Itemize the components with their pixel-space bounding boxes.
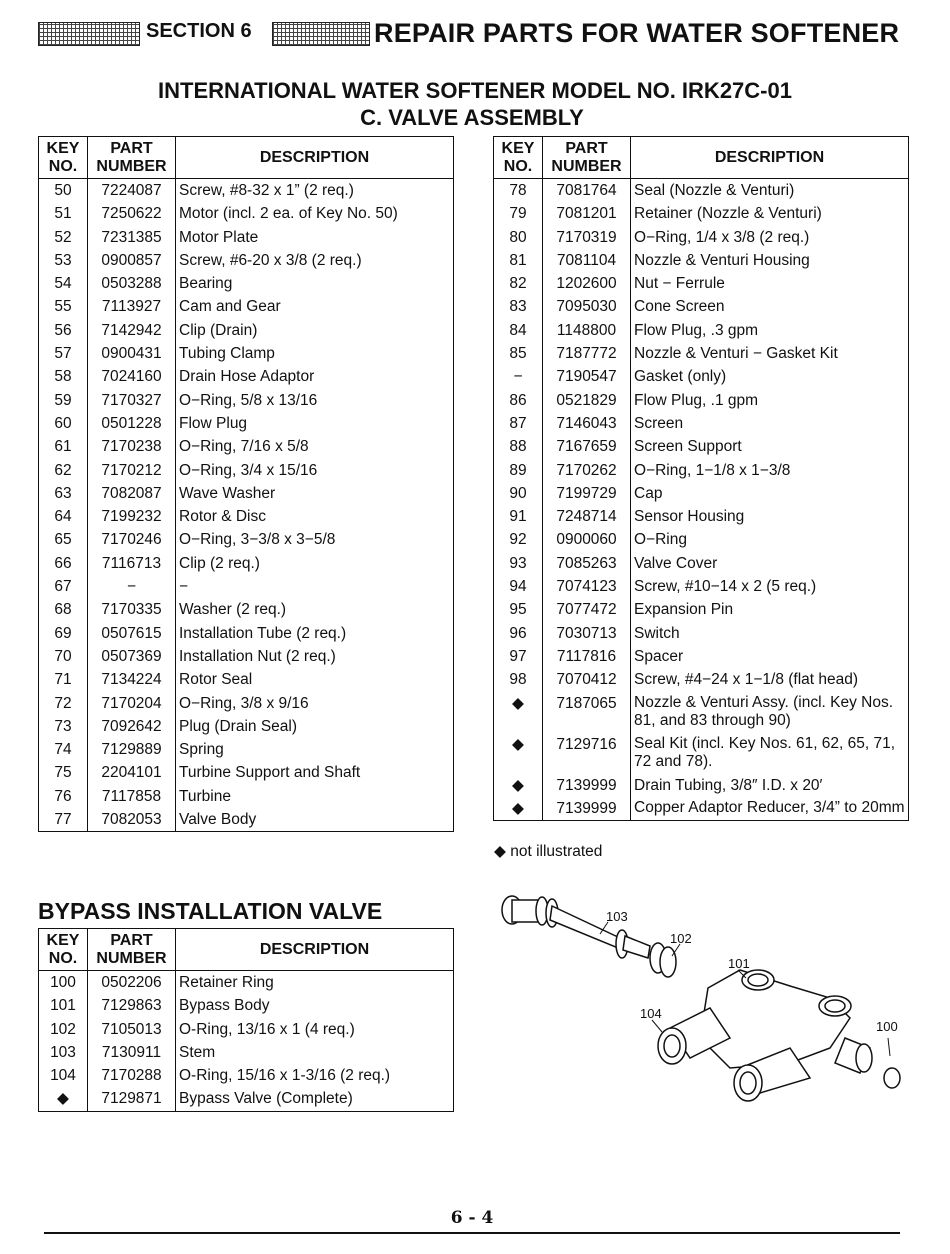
description-cell: Flow Plug, .3 gpm [631,319,909,342]
table-row [39,785,454,808]
description-cell: O-Ring, 13/16 x 1 (4 req.) [176,1018,454,1041]
key-no-cell: ◆ [494,797,543,821]
bypass-parts-table [38,928,454,1112]
key-no-cell: 92 [494,528,543,551]
key-no-cell: 104 [39,1064,88,1087]
part-number-cell: 7134224 [88,668,176,691]
key-no-header: KEY NO. [39,929,88,971]
table-row [494,692,909,733]
part-number-header: PART NUMBER [88,929,176,971]
key-no-cell: 90 [494,482,543,505]
part-number-cell: 0502206 [88,971,176,995]
description-cell: Spring [176,738,454,761]
description-cell: Screw, #10−14 x 2 (5 req.) [631,575,909,598]
key-no-cell: 100 [39,971,88,995]
table-row [39,528,454,551]
key-no-cell: 68 [39,598,88,621]
key-no-cell: 96 [494,622,543,645]
description-cell: O−Ring, 3/4 x 15/16 [176,459,454,482]
description-cell: O−Ring, 5/8 x 13/16 [176,389,454,412]
description-cell: O−Ring, 3−3/8 x 3−5/8 [176,528,454,551]
key-no-cell: 57 [39,342,88,365]
footer-rule [44,1232,900,1234]
description-cell: Rotor Seal [176,668,454,691]
key-no-cell: 50 [39,179,88,203]
description-cell: Bearing [176,272,454,295]
not-illustrated-note: ◆ not illustrated [494,843,603,860]
key-no-cell: 89 [494,459,543,482]
description-cell: Valve Body [176,808,454,832]
key-no-cell: 77 [39,808,88,832]
part-number-cell: 7113927 [88,295,176,318]
description-cell: Motor (incl. 2 ea. of Key No. 50) [176,202,454,225]
part-number-header: PART NUMBER [543,137,631,179]
assembly-title: C. VALVE ASSEMBLY [360,105,584,130]
part-number-header: PART NUMBER [88,137,176,179]
description-cell: Flow Plug, .1 gpm [631,389,909,412]
key-no-cell: 58 [39,365,88,388]
table-row [494,412,909,435]
table-row [494,482,909,505]
description-cell: Screw, #6-20 x 3/8 (2 req.) [176,249,454,272]
table-row [494,319,909,342]
description-header: DESCRIPTION [631,137,909,179]
key-no-cell: 86 [494,389,543,412]
callout-101: 101 [728,956,750,971]
description-cell: Screen [631,412,909,435]
page-number: 6 - 4 [450,1208,494,1228]
part-number-cell: 7117816 [543,645,631,668]
part-number-cell: 0521829 [543,389,631,412]
key-no-header: KEY NO. [39,137,88,179]
table-row [39,761,454,784]
description-cell: Installation Tube (2 req.) [176,622,454,645]
description-cell: Turbine Support and Shaft [176,761,454,784]
table-row [39,1087,454,1111]
callout-103: 103 [606,909,628,924]
part-number-cell: 7129716 [543,733,631,774]
description-cell: Nut − Ferrule [631,272,909,295]
key-no-cell: 71 [39,668,88,691]
part-number-cell: 7167659 [543,435,631,458]
description-cell: Copper Adaptor Reducer, 3/4” to 20mm [631,797,909,821]
key-no-cell: 55 [39,295,88,318]
part-number-cell: 7085263 [543,552,631,575]
section-header [38,18,908,50]
callout-100: 100 [876,1019,898,1034]
description-cell: Cam and Gear [176,295,454,318]
description-cell: Gasket (only) [631,365,909,388]
table-row [494,505,909,528]
table-row [39,459,454,482]
description-cell: Seal (Nozzle & Venturi) [631,179,909,203]
part-number-cell: 7077472 [543,598,631,621]
key-no-cell: 83 [494,295,543,318]
table-row [494,598,909,621]
key-no-cell: 79 [494,202,543,225]
part-number-cell: 7187772 [543,342,631,365]
table-row [494,528,909,551]
description-cell: Bypass Valve (Complete) [176,1087,454,1111]
description-cell: Cap [631,482,909,505]
table-row [494,645,909,668]
key-no-cell: 73 [39,715,88,738]
part-number-cell: 0507369 [88,645,176,668]
part-number-cell: 0900431 [88,342,176,365]
table-row [39,622,454,645]
key-no-cell: 85 [494,342,543,365]
table-row [39,249,454,272]
section-label: SECTION 6 [146,20,252,42]
description-cell: O−Ring, 7/16 x 5/8 [176,435,454,458]
part-number-cell: 0503288 [88,272,176,295]
part-number-cell: 7170238 [88,435,176,458]
part-number-cell: 7250622 [88,202,176,225]
table-row [494,733,909,774]
table-row [39,482,454,505]
key-no-cell: 56 [39,319,88,342]
table-row [39,692,454,715]
key-no-cell: 94 [494,575,543,598]
part-number-cell: 7130911 [88,1041,176,1064]
part-number-cell: 2204101 [88,761,176,784]
description-cell: Tubing Clamp [176,342,454,365]
section-title: REPAIR PARTS FOR WATER SOFTENER [374,18,900,48]
key-no-cell: 72 [39,692,88,715]
part-number-cell: 7082053 [88,808,176,832]
key-no-cell: 62 [39,459,88,482]
part-number-cell: 0507615 [88,622,176,645]
key-no-cell: 64 [39,505,88,528]
part-number-cell: 7129889 [88,738,176,761]
key-no-cell: 102 [39,1018,88,1041]
part-number-cell: 7170288 [88,1064,176,1087]
description-cell: Nozzle & Venturi Assy. (incl. Key Nos. 81, and 83 through 90) [631,692,909,733]
key-no-header: KEY NO. [494,137,543,179]
description-cell: Turbine [176,785,454,808]
description-cell: Sensor Housing [631,505,909,528]
table-row [39,738,454,761]
description-cell: Cone Screen [631,295,909,318]
table-row [39,342,454,365]
table-row [494,295,909,318]
part-number-cell: 7142942 [88,319,176,342]
part-number-cell: 7199232 [88,505,176,528]
part-number-cell: 7146043 [543,412,631,435]
key-no-cell: 74 [39,738,88,761]
key-no-cell: 51 [39,202,88,225]
description-cell: Seal Kit (incl. Key Nos. 61, 62, 65, 71, 72 and 78). [631,733,909,774]
table-row [494,552,909,575]
key-no-cell: 82 [494,272,543,295]
table-row [39,994,454,1017]
description-cell: Retainer (Nozzle & Venturi) [631,202,909,225]
part-number-cell: 0900857 [88,249,176,272]
hatch-pattern-right [272,22,370,46]
key-no-cell: 52 [39,226,88,249]
table-row [494,365,909,388]
part-number-cell: 7074123 [543,575,631,598]
table-row [39,412,454,435]
part-number-cell: 7248714 [543,505,631,528]
valve-parts-table-left [38,136,454,832]
table-row [494,202,909,225]
description-cell: Screw, #8-32 x 1” (2 req.) [176,179,454,203]
key-no-cell: 66 [39,552,88,575]
table-row [39,645,454,668]
key-no-cell: ◆ [494,692,543,733]
part-number-cell: 7095030 [543,295,631,318]
key-no-cell: 97 [494,645,543,668]
part-number-cell: 7092642 [88,715,176,738]
table-row [39,668,454,691]
key-no-cell: 103 [39,1041,88,1064]
table-row [39,226,454,249]
description-cell: Drain Tubing, 3/8″ I.D. x 20′ [631,774,909,797]
description-cell: Stem [176,1041,454,1064]
part-number-cell: 7030713 [543,622,631,645]
key-no-cell: 93 [494,552,543,575]
description-header: DESCRIPTION [176,929,454,971]
key-no-cell: 61 [39,435,88,458]
part-number-cell: 7170335 [88,598,176,621]
table-row [39,365,454,388]
table-row [39,389,454,412]
table-row [39,552,454,575]
part-number-cell: 7070412 [543,668,631,691]
part-number-cell: 7139999 [543,774,631,797]
part-number-cell: 7190547 [543,365,631,388]
part-number-cell: 1148800 [543,319,631,342]
key-no-cell: 101 [39,994,88,1017]
description-cell: Valve Cover [631,552,909,575]
part-number-cell: 7117858 [88,785,176,808]
description-cell: Switch [631,622,909,645]
table-row [39,715,454,738]
key-no-cell: 67 [39,575,88,598]
part-number-cell: 7081201 [543,202,631,225]
table-row [494,389,909,412]
table-row [494,226,909,249]
key-no-cell: 91 [494,505,543,528]
part-number-cell: 0900060 [543,528,631,551]
table-row [494,342,909,365]
callout-102: 102 [670,931,692,946]
table-row [39,598,454,621]
table-row [39,1064,454,1087]
retainer-ring-part [884,1068,900,1088]
table-row [39,971,454,995]
part-number-cell: 7081764 [543,179,631,203]
description-cell: Flow Plug [176,412,454,435]
description-cell: Screw, #4−24 x 1−1/8 (flat head) [631,668,909,691]
bypass-section-title: BYPASS INSTALLATION VALVE [38,898,383,924]
table-row [494,249,909,272]
description-header: DESCRIPTION [176,137,454,179]
table-row [39,435,454,458]
model-title: INTERNATIONAL WATER SOFTENER MODEL NO. IRK27C-01 [158,78,792,103]
table-row [39,319,454,342]
hatch-pattern-left [38,22,140,46]
key-no-cell: 98 [494,668,543,691]
description-cell: Bypass Body [176,994,454,1017]
part-number-cell: − [88,575,176,598]
key-no-cell: 78 [494,179,543,203]
part-number-cell: 7199729 [543,482,631,505]
key-no-cell: 63 [39,482,88,505]
part-number-cell: 7024160 [88,365,176,388]
bypass-valve-illustration [490,888,910,1118]
part-number-cell: 7129863 [88,994,176,1017]
description-cell: O-Ring, 15/16 x 1-3/16 (2 req.) [176,1064,454,1087]
table-row [39,272,454,295]
table-row [39,808,454,832]
description-cell: Screen Support [631,435,909,458]
key-no-cell: 84 [494,319,543,342]
key-no-cell: 65 [39,528,88,551]
table-row [39,202,454,225]
part-number-cell: 7082087 [88,482,176,505]
description-cell: Drain Hose Adaptor [176,365,454,388]
key-no-cell: 87 [494,412,543,435]
description-cell: Retainer Ring [176,971,454,995]
table-row [39,295,454,318]
description-cell: Clip (2 req.) [176,552,454,575]
description-cell: Wave Washer [176,482,454,505]
stem-part [502,896,676,977]
table-row [494,459,909,482]
part-number-cell: 1202600 [543,272,631,295]
key-no-cell: 59 [39,389,88,412]
table-row [39,1041,454,1064]
table-row [494,797,909,821]
description-cell: Nozzle & Venturi Housing [631,249,909,272]
part-number-cell: 7231385 [88,226,176,249]
part-number-cell: 7170327 [88,389,176,412]
part-number-cell: 7224087 [88,179,176,203]
table-row [494,575,909,598]
description-cell: Rotor & Disc [176,505,454,528]
table-row [39,505,454,528]
description-cell: Installation Nut (2 req.) [176,645,454,668]
description-cell: Nozzle & Venturi − Gasket Kit [631,342,909,365]
description-cell: Plug (Drain Seal) [176,715,454,738]
key-no-cell: 81 [494,249,543,272]
part-number-cell: 7170212 [88,459,176,482]
description-cell: Expansion Pin [631,598,909,621]
table-row [494,774,909,797]
description-cell: Clip (Drain) [176,319,454,342]
description-cell: − [176,575,454,598]
key-no-cell: 76 [39,785,88,808]
part-number-cell: 0501228 [88,412,176,435]
table-row [39,179,454,203]
table-row [494,622,909,645]
table-row [494,435,909,458]
part-number-cell: 7170246 [88,528,176,551]
key-no-cell: 60 [39,412,88,435]
key-no-cell: 54 [39,272,88,295]
table-row [494,272,909,295]
description-cell: Spacer [631,645,909,668]
key-no-cell: 80 [494,226,543,249]
part-number-cell: 7170262 [543,459,631,482]
key-no-cell: 88 [494,435,543,458]
table-row [39,575,454,598]
part-number-cell: 7081104 [543,249,631,272]
key-no-cell: ◆ [494,774,543,797]
description-cell: O−Ring, 1−1/8 x 1−3/8 [631,459,909,482]
part-number-cell: 7116713 [88,552,176,575]
description-cell: Motor Plate [176,226,454,249]
key-no-cell: ◆ [39,1087,88,1111]
callout-104: 104 [640,1006,662,1021]
part-number-cell: 7105013 [88,1018,176,1041]
description-cell: Washer (2 req.) [176,598,454,621]
key-no-cell: 75 [39,761,88,784]
key-no-cell: 69 [39,622,88,645]
key-no-cell: ◆ [494,733,543,774]
description-cell: O−Ring, 3/8 x 9/16 [176,692,454,715]
description-cell: O−Ring, 1/4 x 3/8 (2 req.) [631,226,909,249]
description-cell: O−Ring [631,528,909,551]
key-no-cell: 53 [39,249,88,272]
table-row [39,1018,454,1041]
key-no-cell: 70 [39,645,88,668]
table-row [494,179,909,203]
key-no-cell: 95 [494,598,543,621]
part-number-cell: 7187065 [543,692,631,733]
valve-parts-table-right [493,136,909,821]
part-number-cell: 7129871 [88,1087,176,1111]
part-number-cell: 7170204 [88,692,176,715]
table-row [494,668,909,691]
key-no-cell: − [494,365,543,388]
bypass-body-part [658,970,872,1101]
part-number-cell: 7170319 [543,226,631,249]
part-number-cell: 7139999 [543,797,631,821]
